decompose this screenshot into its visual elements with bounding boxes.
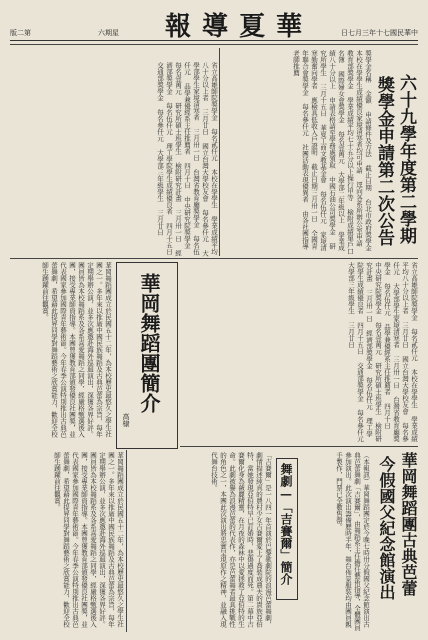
issue-date: 日七月三年十七國民華中 [341, 29, 418, 37]
bottom-divider [126, 450, 127, 632]
newspaper-title: 報 導 夏 華 [165, 12, 304, 42]
giselle-headline: 舞劇—「吉賽爾」簡介 [279, 463, 293, 585]
giselle-headline-box [276, 458, 298, 600]
dance-headline-box [116, 262, 178, 449]
masthead [10, 6, 418, 41]
lower-rule [180, 446, 418, 447]
dance-article-cont: 華岡舞蹈團成立於民國五十二年，為本校歷史最悠久之學生社團之一。多年來以推廣中國民族舞蹈及古典芭蕾為宗旨，每年定期舉辦公演，並多次應邀赴海外巡迴演出，深獲各界好評。團員皆為本校舞蹈系及各系喜愛舞蹈之同學，經嚴格甄選後入團，接受專業師資指導。本團曾獲教育部頒發優良社團獎，並代表國家參加國際青年藝術節。今年春季公演特別推出古典芭蕾舞劇，希望藉此提昇同學對舞蹈藝術之欣賞能力，歡迎全校師生踴躍前往觀賞。 [53, 452, 124, 628]
top-divider [219, 48, 220, 256]
giselle-article-body: 「吉賽爾」是一八四一年首演於巴黎歌劇院的浪漫芭蕾舞劇，劇情描述純真的農村少女吉賽爾愛上了喬裝成農夫的貴族亞伯特，當她發現亞伯特早已訂婚時，悲傷過度而死。第二幕中吉賽爾化身為薇麗精靈，在月夜的森林中以愛拯救了亞伯特的生命。此劇被譽為浪漫芭蕾的代表作，亦是芭蕾舞者最具挑戰性的角色之一，本團此次演出將忠實呈現原作之精神，並融入現代舞台技術。 [210, 452, 272, 628]
dance-headline: 華岡舞蹈團簡介 [137, 273, 161, 413]
dance-byline: 高棣 [122, 413, 130, 427]
dance-article-body: 華岡舞蹈團成立於民國五十二年，為本校歷史最悠久之學生社團之一。多年來以推廣中國民族舞蹈及古典芭蕾為宗旨，每年定期舉辦公演，並多次應邀赴海外巡迴演出，深獲各界好評。團員皆為本校舞蹈系及各系喜愛舞蹈之同學，經嚴格甄選後入團，接受專業師資指導。本團曾獲教育部頒發優良社團獎，並代表國家參加國際青年藝術節。今年春季公演特別推出古典芭蕾舞劇，希望藉此提昇同學對舞蹈藝術之欣賞能力，歡迎全校師生踴躍前往觀賞。 [41, 262, 112, 438]
performance-article-body: （本報訊）華岡舞蹈團定於今晚七時卅分假國父紀念館演出古典芭蕾舞劇「吉賽爾」，由舞蹈系主任擔任藝術指導，全體團員參加演出。此次演出籌備歷時半年，舞台佈景服裝均由團員親手製作，門票已全數售罄。 [335, 452, 370, 631]
award-table-right: 獎學金名稱 金額 申請條件及方法 截止日期 台北市政府獎學金 本校在學學生成績優良家境清寒者均可申請 逕向各系所辦公室申請 教育部獎學金 學業成績平均七十五分以上操行甲等 檢附成績單戶口名簿 國際婦女會獎學金 每名壹萬元 大學部二年級以上 學業成績八十分以上 申請表格請至學務處領取 中國石油公司獎學金 研究所學生 三月十五日 華夏工商文教基金會 每名伍仟元 家境清寒勤奮向學者 應檢具低收入戶證明 截止日期三月卅一日 全國青年聯合會獎學金 每名參仟元 社團活動表現優異者 由各社團指導老師推薦 [292, 50, 372, 255]
performance-headline-2: 今假國父紀念館演出 [377, 456, 396, 600]
award-headline-2: 獎學金申請第二次公告 [374, 76, 394, 246]
award-table-left: 省立高雄師院獎學金 每名貳仟元 本校在學學生 學業成績平均八十分以上者 三月廿日 國立台灣大學校友會 每名參仟元 大學部學生家境清寒者 三月卅一日 台灣省教育廳獎學金 每名伍仟元 品學兼優經系主任推薦者 四月十日 中央研究院獎學金 每名壹萬元 研究所碩士班學生 檢附研究計畫 三月卅一日 經濟部獎學金 每名伍仟元 理工學院學生成績優良者 四月十五日 交通部獎學金 每名參仟元 大學部三年級學生 三月廿日 [156, 62, 218, 257]
page-number: 版二第 [10, 29, 31, 37]
award-headline-1: 六十九學年度第二學期 [396, 74, 416, 244]
performance-headline-1: 華岡舞蹈團古典芭蕾 [399, 452, 418, 596]
weekday: 六期星 [98, 29, 119, 37]
top-rule [10, 44, 418, 45]
award-table-bottom: 省立高雄師院獎學金 每名貳仟元 本校在學學生 學業成績平均八十分以上者 三月廿日 國立台灣大學校友會 每名參仟元 大學部學生家境清寒者 三月卅一日 台灣省教育廳獎學金 每名伍仟元 品學兼優經系主任推薦者 四月十日 中央研究院獎學金 每名壹萬元 研究所碩士班學生 檢附研究計畫 三月卅一日 經濟部獎學金 每名伍仟元 理工學院學生成績優良者 四月十五日 交通部獎學金 每名參仟元 大學部三年級學生 三月廿日 [347, 262, 418, 442]
mid-rule [10, 258, 418, 259]
